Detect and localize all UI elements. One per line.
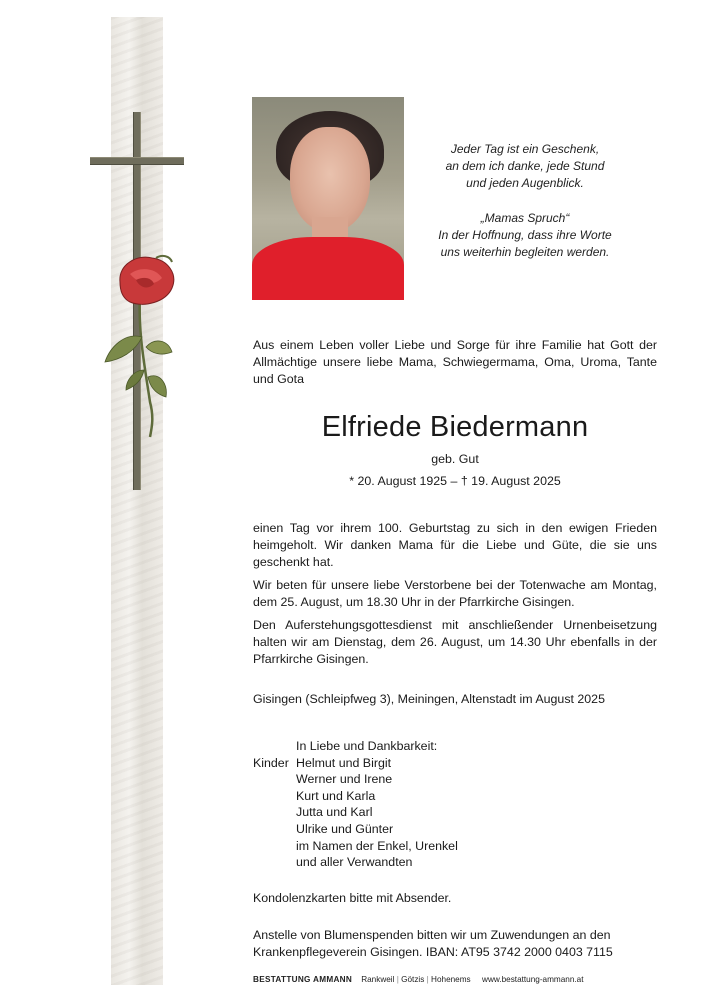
footer-website-link[interactable]: www.bestattung-ammann.at [482,975,584,984]
body-paragraph: Den Auferstehungsgottesdienst mit anschließender Urnenbeisetzung halten wir am Dienstag, dem 26. August, um 14.30 Uhr ebenfalls in der Pfarrkirche Gisingen. [253,618,657,666]
donation-line: Anstelle von Blumenspenden bitten wir um Zuwendungen an den [253,928,611,942]
quote-line: und jeden Augenblick. [466,176,584,190]
footer-separator: | [426,975,429,984]
quote-line: „Mamas Spruch“ [480,211,570,225]
portrait-photo [252,97,404,300]
mourner-line: Ulrike und Günter [296,821,394,836]
quote-line: In der Hoffnung, dass ihre Worte [438,228,612,242]
footer-brand: BESTATTUNG AMMANN [253,975,353,984]
announcement-body [253,520,657,674]
quote-line: an dem ich danke, jede Stund [445,159,605,173]
deceased-name: Elfriede Biedermann [321,411,589,443]
maiden-name: geb. Gut [431,452,479,466]
footer-location: Rankweil [361,975,395,984]
mourner-line: und aller Verwandten [296,855,413,870]
rose-icon [100,252,180,442]
quote-line: Jeder Tag ist ein Geschenk, [450,142,600,156]
mourners-list [296,738,458,871]
body-paragraph: einen Tag vor ihrem 100. Geburtstag zu sich in den ewigen Frieden heimgeholt. Wir danken Mama für die Liebe und Güte, die sie uns geschenkt hat. [253,521,657,569]
body-paragraph: Wir beten für unsere liebe Verstorbene bei der Totenwache am Montag, dem 25. August, um 18.30 Uhr in der Pfarrkirche Gisingen. [253,578,657,609]
mourner-line: Kurt und Karla [296,788,376,803]
mourner-line: im Namen der Enkel, Urenkel [296,838,458,853]
footer-separator: | [396,975,399,984]
life-dates: * 20. August 1925 – † 19. August 2025 [349,474,561,488]
place-date: Gisingen (Schleipfweg 3), Meiningen, Altenstadt im August 2025 [253,692,605,706]
cross-icon-horizontal [90,157,184,165]
mourner-line: Helmut und Birgit [296,755,392,770]
mourners-label: Kinder [253,755,289,770]
quote-line: uns weiterhin begleiten werden. [440,245,610,259]
mourner-line: In Liebe und Dankbarkeit: [296,739,438,753]
portrait-red-top [252,237,404,300]
memorial-quote [420,141,630,261]
mourner-line: Jutta und Karl [296,805,373,820]
donation-note [253,927,657,961]
mourner-line: Werner und Irene [296,772,393,787]
footer-location: Hohenems [431,975,471,984]
footer-location: Götzis [401,975,425,984]
footer [253,975,673,984]
condolence-note: Kondolenzkarten bitte mit Absender. [253,891,452,905]
donation-line: Krankenpflegeverein Gisingen. IBAN: AT95 3742 2000 0403 7115 [253,945,613,959]
intro-text: Aus einem Leben voller Liebe und Sorge für ihre Familie hat Gott der Allmächtige unsere liebe Mama, Schwiegermama, Oma, Uroma, Tante und Gota [253,338,657,386]
